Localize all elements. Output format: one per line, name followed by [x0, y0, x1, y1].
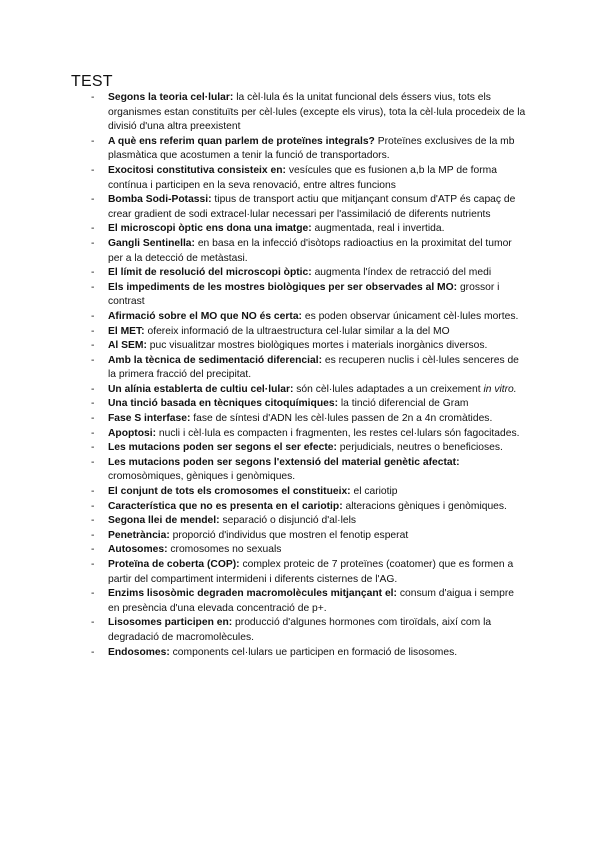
list-item: [0, 222, 600, 237]
bullet-dash: -: [91, 267, 95, 279]
item-definition: separació o disjunció d'al·lels: [219, 515, 357, 527]
item-definition: es recuperen nuclis i cèl·lules senceres de la primera fracció del precipitat.: [108, 354, 519, 381]
list-item: [0, 354, 600, 383]
page-title: TEST: [71, 73, 113, 90]
list-item: [0, 281, 600, 310]
item-term: Lisosomes participen en:: [108, 617, 233, 629]
list-item: [0, 558, 600, 587]
item-definition: consum d'aigua i sempre en presència d'una elevada concentració de p+.: [108, 588, 514, 614]
item-term: El microscopi òptic ens dona una imatge:: [108, 223, 312, 235]
bullet-dash: -: [91, 194, 95, 206]
item-term: Autosomes:: [108, 544, 168, 556]
bullet-dash: -: [91, 383, 95, 395]
bullet-dash: -: [91, 544, 95, 556]
list-item: [0, 193, 600, 222]
item-definition: tipus de transport actiu que mitjançant consum d'ATP és capaç de crear gradient de sodi extracel·lular necessari per l'assimilació de diferents nutrients: [108, 194, 516, 220]
bullet-dash: -: [91, 340, 95, 352]
bullet-dash: -: [91, 486, 95, 498]
bullet-dash: -: [91, 588, 95, 600]
list-item: [0, 529, 600, 544]
bullet-dash: -: [91, 456, 95, 468]
bullet-dash: -: [91, 310, 95, 322]
item-definition: producció d'algunes hormones com tiroïdals, així com la degradació de macromolècules.: [108, 617, 492, 643]
list-item: [0, 616, 600, 645]
item-definition: grossor i contrast: [108, 281, 500, 308]
item-term: Afirmació sobre el MO que NO és certa:: [108, 310, 302, 322]
item-definition: alteracions gèniques i genòmiques.: [342, 500, 507, 512]
item-definition: puc visualitzar mostres biològiques mortes i materials inorgànics diversos.: [146, 340, 488, 352]
list-item: [0, 237, 600, 266]
list-item: [0, 412, 600, 427]
question-list: [0, 91, 600, 660]
item-definition: la tinció diferencial de Gram: [338, 398, 469, 410]
item-term: Enzims lisosòmic degraden macromolècules mitjançant el:: [108, 588, 397, 600]
bullet-dash: -: [91, 92, 95, 103]
item-definition: augmentada, real i invertida.: [311, 223, 445, 235]
bullet-dash: -: [91, 325, 95, 337]
item-term: Les mutacions poden ser segons l'extensió del material genètic afectat:: [108, 456, 460, 468]
item-term: El límit de resolució del microscopi òptic:: [108, 267, 312, 279]
bullet-dash: -: [91, 223, 95, 235]
item-term: Exocitosi constitutiva consisteix en:: [108, 164, 286, 176]
list-item: [0, 441, 600, 456]
bullet-dash: -: [91, 237, 95, 249]
item-term: Segons la teoria cel·lular:: [108, 92, 234, 103]
bullet-dash: -: [91, 164, 95, 176]
item-definition: components cel·lulars ue participen en formació de lisosomes.: [169, 646, 458, 658]
bullet-dash: -: [91, 413, 95, 425]
item-definition: la cèl·lula és la unitat funcional dels éssers vius, tots els organismes estan constituïts per cèl·lules (excepte els virus), tota la cèl·lula procedeix de la divisió d'una altra preexistent: [108, 92, 526, 133]
list-item: [0, 427, 600, 442]
item-definition: ofereix informació de la ultraestructura cel·lular similar a la del MO: [144, 325, 450, 337]
item-term: Bomba Sodi-Potassi:: [108, 194, 212, 206]
item-definition: cromosomes no sexuals: [167, 544, 282, 556]
list-item: [0, 456, 600, 485]
list-item: [0, 383, 600, 398]
list-item: [0, 514, 600, 529]
bullet-dash: -: [91, 135, 95, 147]
item-term: Amb la tècnica de sedimentació diferencial:: [108, 354, 323, 366]
bullet-dash: -: [91, 500, 95, 512]
item-definition: fase de síntesi d'ADN les cèl·lules passen de 2n a 4n cromàtides.: [190, 413, 493, 425]
bullet-dash: -: [91, 442, 95, 454]
item-definition: nucli i cèl·lula es compacten i fragmenten, les restes cel·lulars són fagocitades.: [156, 427, 520, 439]
item-term: Gangli Sentinella:: [108, 237, 195, 249]
list-item: [0, 266, 600, 281]
item-definition: augmenta l'índex de retracció del medi: [311, 267, 492, 279]
list-item: [0, 646, 600, 661]
bullet-dash: -: [91, 646, 95, 658]
item-term: Característica que no es presenta en el cariotip:: [108, 500, 343, 512]
item-definition: Proteïnes exclusives de la mb plasmàtica que acostumen a tenir la funció de transportadors.: [108, 135, 515, 162]
item-term: Un alínia establerta de cultiu cel·lular:: [108, 383, 294, 395]
list-item: [0, 397, 600, 412]
item-definition: es poden observar únicament cèl·lules mortes.: [301, 310, 519, 322]
bullet-dash: -: [91, 398, 95, 410]
bullet-dash: -: [91, 281, 95, 293]
bullet-dash: -: [91, 354, 95, 366]
item-definition: en basa en la infecció d'isòtops radioactius en la proximitat del tumor per a la detecció de metàstasi.: [108, 237, 512, 264]
bullet-dash: -: [91, 515, 95, 527]
item-definition: vesícules que es fusionen a,b la MP de forma contínua i participen en la seva renovació, entre altres funcions: [108, 164, 497, 191]
item-term: Els impediments de les mostres biològiques per ser observades al MO:: [108, 281, 458, 293]
item-term: Fase S interfase:: [108, 413, 191, 425]
list-item: [0, 310, 600, 325]
item-term: Segona llei de mendel:: [108, 515, 220, 527]
bullet-dash: -: [91, 427, 95, 439]
item-definition: complex proteic de 7 proteïnes (coatomer) que es formen a partir del compartiment intermideni i diferents cisternes de l'AG.: [108, 559, 514, 585]
item-definition: són cèl·lules adaptades a un creixement: [293, 383, 484, 395]
item-term: Apoptosi:: [108, 427, 157, 439]
item-term: Una tinció basada en tècniques citoquímiques:: [108, 398, 339, 410]
item-definition: proporció d'individus que mostren el fenotip esperat: [169, 529, 409, 541]
bullet-dash: -: [91, 559, 95, 570]
item-term: Les mutacions poden ser segons el ser efecte:: [108, 442, 337, 454]
item-term: A què ens referim quan parlem de proteïnes integrals?: [108, 135, 375, 147]
item-definition: cromosòmiques, gèniques i genòmiques.: [108, 471, 296, 483]
item-term: Penetrància:: [108, 529, 170, 541]
list-item: [0, 164, 600, 193]
list-item: [0, 91, 600, 135]
list-item: [0, 135, 600, 164]
item-term: Proteïna de coberta (COP):: [108, 559, 240, 570]
list-item: [0, 339, 600, 354]
list-item: [0, 325, 600, 340]
list-item: [0, 485, 600, 500]
item-definition: perjudicials, neutres o beneficioses.: [336, 442, 503, 454]
list-item: [0, 543, 600, 558]
bullet-dash: -: [91, 529, 95, 541]
item-definition-italic: in vitro.: [483, 383, 517, 395]
bullet-dash: -: [91, 617, 95, 629]
list-item: [0, 587, 600, 616]
item-definition: el cariotip: [350, 486, 398, 498]
list-item: [0, 500, 600, 515]
item-term: Endosomes:: [108, 646, 170, 658]
item-term: El MET:: [108, 325, 145, 337]
item-term: El conjunt de tots els cromosomes el constitueix:: [108, 486, 351, 498]
item-term: Al SEM:: [108, 340, 147, 352]
